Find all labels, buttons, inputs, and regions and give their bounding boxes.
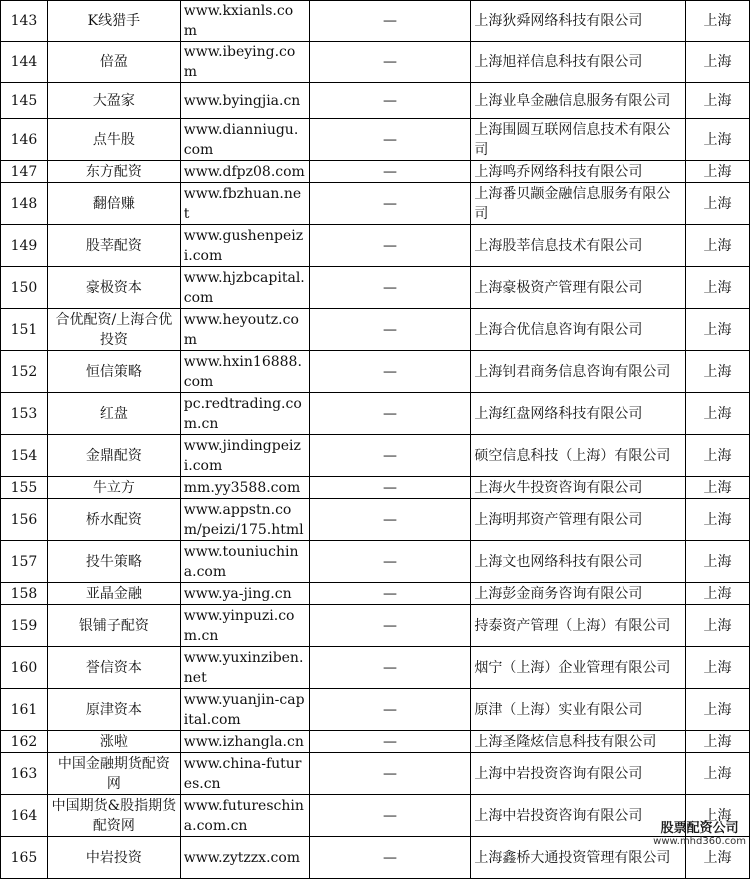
placeholder-dash: — xyxy=(309,689,471,731)
company-name: 上海中岩投资咨询有限公司 xyxy=(471,795,686,837)
placeholder-dash: — xyxy=(309,351,471,393)
company-name: 上海文也网络科技有限公司 xyxy=(471,541,686,583)
website-url: www.heyoutz.com xyxy=(180,309,309,351)
platform-name: 涨啦 xyxy=(47,731,180,753)
company-name: 上海火牛投资咨询有限公司 xyxy=(471,477,686,499)
row-number: 148 xyxy=(1,183,48,225)
platform-name: K线猎手 xyxy=(47,1,180,42)
company-name: 上海合优信息咨询有限公司 xyxy=(471,309,686,351)
company-name: 上海鑫桥大通投资管理有限公司 xyxy=(471,837,686,879)
watermark-logo xyxy=(653,821,746,848)
placeholder-dash: — xyxy=(309,435,471,477)
website-url: www.yuanjin-capital.com xyxy=(180,689,309,731)
platform-name: 中国期货&股指期货配资网 xyxy=(47,795,180,837)
placeholder-dash: — xyxy=(309,309,471,351)
platform-name: 点牛股 xyxy=(47,119,180,161)
website-url: pc.redtrading.com.cn xyxy=(180,393,309,435)
placeholder-dash: — xyxy=(309,267,471,309)
row-number: 153 xyxy=(1,393,48,435)
placeholder-dash: — xyxy=(309,605,471,647)
region: 上海 xyxy=(686,499,750,541)
website-url: www.hxin16888.com xyxy=(180,351,309,393)
row-number: 157 xyxy=(1,541,48,583)
platform-name: 中国金融期货配资网 xyxy=(47,753,180,795)
placeholder-dash: — xyxy=(309,837,471,879)
region: 上海 xyxy=(686,605,750,647)
company-name: 烟宁（上海）企业管理有限公司 xyxy=(471,647,686,689)
platform-name: 倍盈 xyxy=(47,42,180,83)
row-number: 165 xyxy=(1,837,48,879)
table-row xyxy=(1,795,750,837)
platform-name: 翻倍赚 xyxy=(47,183,180,225)
table-row xyxy=(1,605,750,647)
row-number: 163 xyxy=(1,753,48,795)
platform-name: 原津资本 xyxy=(47,689,180,731)
company-name: 上海豪极资产管理有限公司 xyxy=(471,267,686,309)
platform-name: 誉信资本 xyxy=(47,647,180,689)
website-url: www.yinpuzi.com.cn xyxy=(180,605,309,647)
region: 上海 xyxy=(686,837,750,879)
watermark-url: www.mhd360.com xyxy=(653,836,746,847)
platform-name: 豪极资本 xyxy=(47,267,180,309)
website-url: www.gushenpeizi.com xyxy=(180,225,309,267)
placeholder-dash: — xyxy=(309,1,471,42)
placeholder-dash: — xyxy=(309,42,471,83)
placeholder-dash: — xyxy=(309,583,471,605)
website-url: www.appstn.com/peizi/175.html xyxy=(180,499,309,541)
row-number: 147 xyxy=(1,161,48,183)
region: 上海 xyxy=(686,541,750,583)
region: 上海 xyxy=(686,731,750,753)
table-row xyxy=(1,119,750,161)
platform-name: 牛立方 xyxy=(47,477,180,499)
row-number: 150 xyxy=(1,267,48,309)
website-url: www.ibeying.com xyxy=(180,42,309,83)
platform-name: 股莘配资 xyxy=(47,225,180,267)
placeholder-dash: — xyxy=(309,795,471,837)
website-url: www.yuxinziben.net xyxy=(180,647,309,689)
region: 上海 xyxy=(686,83,750,119)
platform-name: 桥水配资 xyxy=(47,499,180,541)
region: 上海 xyxy=(686,267,750,309)
company-name: 硕空信息科技（上海）有限公司 xyxy=(471,435,686,477)
platform-name: 投牛策略 xyxy=(47,541,180,583)
row-number: 155 xyxy=(1,477,48,499)
placeholder-dash: — xyxy=(309,119,471,161)
row-number: 156 xyxy=(1,499,48,541)
platform-name: 大盈家 xyxy=(47,83,180,119)
table-row xyxy=(1,477,750,499)
table-row xyxy=(1,267,750,309)
company-name: 上海钊君商务信息咨询有限公司 xyxy=(471,351,686,393)
placeholder-dash: — xyxy=(309,393,471,435)
placeholder-dash: — xyxy=(309,225,471,267)
website-url: www.dianniugu.com xyxy=(180,119,309,161)
company-name: 原津（上海）实业有限公司 xyxy=(471,689,686,731)
table-row xyxy=(1,731,750,753)
table-row xyxy=(1,161,750,183)
placeholder-dash: — xyxy=(309,183,471,225)
company-name: 上海业阜金融信息服务有限公司 xyxy=(471,83,686,119)
row-number: 161 xyxy=(1,689,48,731)
region: 上海 xyxy=(686,583,750,605)
company-name: 上海圣隆炫信息科技有限公司 xyxy=(471,731,686,753)
table-row xyxy=(1,393,750,435)
company-name: 持泰资产管理（上海）有限公司 xyxy=(471,605,686,647)
row-number: 144 xyxy=(1,42,48,83)
region: 上海 xyxy=(686,225,750,267)
row-number: 159 xyxy=(1,605,48,647)
website-url: www.ya-jing.cn xyxy=(180,583,309,605)
company-name: 上海鸣乔网络科技有限公司 xyxy=(471,161,686,183)
website-url: www.izhangla.cn xyxy=(180,731,309,753)
table-row xyxy=(1,753,750,795)
platform-name: 合优配资/上海合优投资 xyxy=(47,309,180,351)
table-row xyxy=(1,583,750,605)
region: 上海 xyxy=(686,795,750,837)
website-url: www.china-futures.cn xyxy=(180,753,309,795)
placeholder-dash: — xyxy=(309,477,471,499)
table-body xyxy=(1,1,750,879)
platform-name: 银铺子配资 xyxy=(47,605,180,647)
row-number: 160 xyxy=(1,647,48,689)
region: 上海 xyxy=(686,435,750,477)
website-url: www.touniuchina.com xyxy=(180,541,309,583)
row-number: 152 xyxy=(1,351,48,393)
website-url: www.dfpz08.com xyxy=(180,161,309,183)
platform-name: 红盘 xyxy=(47,393,180,435)
table-row xyxy=(1,42,750,83)
platform-name: 金鼎配资 xyxy=(47,435,180,477)
placeholder-dash: — xyxy=(309,731,471,753)
company-name: 上海中岩投资咨询有限公司 xyxy=(471,753,686,795)
region: 上海 xyxy=(686,119,750,161)
table-row xyxy=(1,351,750,393)
region: 上海 xyxy=(686,351,750,393)
row-number: 154 xyxy=(1,435,48,477)
company-name: 上海旭祥信息科技有限公司 xyxy=(471,42,686,83)
company-name: 上海围圆互联网信息技术有限公司 xyxy=(471,119,686,161)
table-row xyxy=(1,541,750,583)
row-number: 145 xyxy=(1,83,48,119)
region: 上海 xyxy=(686,753,750,795)
platform-name: 东方配资 xyxy=(47,161,180,183)
table-row xyxy=(1,309,750,351)
table-row xyxy=(1,183,750,225)
row-number: 164 xyxy=(1,795,48,837)
website-url: www.hjzbcapital.com xyxy=(180,267,309,309)
row-number: 143 xyxy=(1,1,48,42)
website-url: www.byingjia.cn xyxy=(180,83,309,119)
company-name: 上海股莘信息技术有限公司 xyxy=(471,225,686,267)
placeholder-dash: — xyxy=(309,647,471,689)
placeholder-dash: — xyxy=(309,499,471,541)
placeholder-dash: — xyxy=(309,161,471,183)
row-number: 149 xyxy=(1,225,48,267)
region: 上海 xyxy=(686,477,750,499)
table-row xyxy=(1,435,750,477)
region: 上海 xyxy=(686,689,750,731)
company-name: 上海彭金商务咨询有限公司 xyxy=(471,583,686,605)
table-row xyxy=(1,689,750,731)
region: 上海 xyxy=(686,647,750,689)
website-url: www.kxianls.com xyxy=(180,1,309,42)
region: 上海 xyxy=(686,309,750,351)
platform-name: 中岩投资 xyxy=(47,837,180,879)
region: 上海 xyxy=(686,1,750,42)
watermark-title: 股票配资公司 xyxy=(660,821,739,836)
row-number: 146 xyxy=(1,119,48,161)
table-row xyxy=(1,1,750,42)
company-name: 上海明邦资产管理有限公司 xyxy=(471,499,686,541)
table-row xyxy=(1,647,750,689)
region: 上海 xyxy=(686,42,750,83)
website-url: www.jindingpeizi.com xyxy=(180,435,309,477)
table-row xyxy=(1,499,750,541)
region: 上海 xyxy=(686,393,750,435)
region: 上海 xyxy=(686,183,750,225)
placeholder-dash: — xyxy=(309,753,471,795)
company-name: 上海狄舜网络科技有限公司 xyxy=(471,1,686,42)
region: 上海 xyxy=(686,161,750,183)
platform-name: 亚晶金融 xyxy=(47,583,180,605)
row-number: 151 xyxy=(1,309,48,351)
row-number: 162 xyxy=(1,731,48,753)
website-url: www.fbzhuan.net xyxy=(180,183,309,225)
table-row xyxy=(1,837,750,879)
table-row xyxy=(1,83,750,119)
website-url: mm.yy3588.com xyxy=(180,477,309,499)
placeholder-dash: — xyxy=(309,541,471,583)
platform-name: 恒信策略 xyxy=(47,351,180,393)
website-url: www.futureschina.com.cn xyxy=(180,795,309,837)
company-name: 上海番贝颛金融信息服务有限公司 xyxy=(471,183,686,225)
row-number: 158 xyxy=(1,583,48,605)
table-row xyxy=(1,225,750,267)
company-name: 上海红盘网络科技有限公司 xyxy=(471,393,686,435)
website-url: www.zytzzx.com xyxy=(180,837,309,879)
placeholder-dash: — xyxy=(309,83,471,119)
